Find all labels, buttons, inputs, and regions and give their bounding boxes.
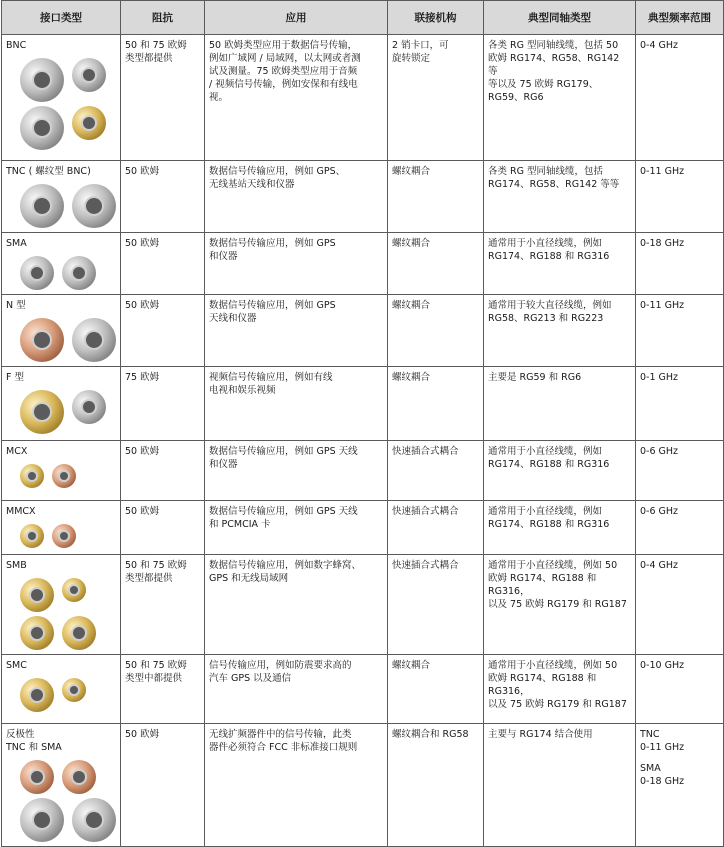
- table-row: [2, 501, 724, 555]
- application-cell: 数据信号传输应用，例如 GPS 和仪器: [205, 233, 388, 295]
- application-cell: 数据信号传输应用，例如 GPS、 无线基站天线和仪器: [205, 161, 388, 233]
- frequency-cell: 0-1 GHz: [636, 367, 724, 441]
- connector-images: [6, 464, 116, 488]
- impedance-cell: 50 欧姆: [121, 295, 205, 367]
- impedance-cell: 50 欧姆: [121, 441, 205, 501]
- connector-copper-icon: [20, 760, 54, 794]
- coax-cell: 通常用于较大直径线缆，例如 RG58、RG213 和 RG223: [484, 295, 636, 367]
- connector-silver-icon: [20, 256, 54, 290]
- application-cell: 信号传输应用，例如防震要求高的 汽车 GPS 以及通信: [205, 655, 388, 724]
- coax-cell: 通常用于小直径线缆，例如 RG174、RG188 和 RG316: [484, 501, 636, 555]
- connector-gold-icon: [20, 578, 54, 612]
- connector-images: [6, 678, 116, 712]
- mechanism-cell: 螺纹耦合: [388, 655, 484, 724]
- type-name: SMC: [6, 660, 27, 671]
- impedance-cell: 75 欧姆: [121, 367, 205, 441]
- connector-copper-icon: [52, 524, 76, 548]
- table-row: [2, 555, 724, 655]
- frequency-cell: 0-11 GHz: [636, 295, 724, 367]
- frequency-cell: 0-11 GHz: [636, 161, 724, 233]
- connector-silver-icon: [72, 798, 116, 842]
- type-name: MCX: [6, 446, 28, 457]
- connector-silver-icon: [72, 390, 106, 424]
- coax-cell: 通常用于小直径线缆，例如 50 欧姆 RG174、RG188 和 RG316， 以及 75 欧姆 RG179 和 RG187: [484, 555, 636, 655]
- connector-gold-icon: [20, 678, 54, 712]
- table-row: [2, 295, 724, 367]
- type-cell: [2, 35, 121, 161]
- header-row: [2, 1, 724, 35]
- connector-images: [6, 256, 116, 290]
- impedance-cell: 50 欧姆: [121, 233, 205, 295]
- header-frequency-range: 典型频率范围: [636, 1, 724, 35]
- frequency-cell: 0-6 GHz: [636, 441, 724, 501]
- application-cell: 视频信号传输应用，例如有线 电视和娱乐视频: [205, 367, 388, 441]
- mechanism-cell: 螺纹耦合和 RG58: [388, 724, 484, 847]
- connector-images: [6, 58, 116, 150]
- type-name: MMCX: [6, 506, 36, 517]
- connector-copper-icon: [52, 464, 76, 488]
- coax-cell: 主要与 RG174 结合使用: [484, 724, 636, 847]
- coax-cell: 通常用于小直径线缆，例如 RG174、RG188 和 RG316: [484, 233, 636, 295]
- table-row: [2, 161, 724, 233]
- impedance-cell: 50 欧姆: [121, 501, 205, 555]
- coax-cell: 通常用于小直径线缆，例如 RG174、RG188 和 RG316: [484, 441, 636, 501]
- type-cell: [2, 501, 121, 555]
- header-impedance: 阻抗: [121, 1, 205, 35]
- application-cell: 数据信号传输应用，例如 GPS 天线和仪器: [205, 295, 388, 367]
- type-name: N 型: [6, 300, 26, 311]
- impedance-cell: 50 和 75 欧姆 类型都提供: [121, 35, 205, 161]
- type-name: F 型: [6, 372, 24, 383]
- table-row: [2, 35, 724, 161]
- header-interface-type: 接口类型: [2, 1, 121, 35]
- frequency-cell: 0-10 GHz: [636, 655, 724, 724]
- connector-silver-icon: [72, 58, 106, 92]
- impedance-cell: 50 欧姆: [121, 724, 205, 847]
- connector-silver-icon: [72, 318, 116, 362]
- header-typical-coax: 典型同轴类型: [484, 1, 636, 35]
- frequency-cell: TNC 0-11 GHz SMA 0-18 GHz: [636, 724, 724, 847]
- connector-silver-icon: [20, 798, 64, 842]
- connector-images: [6, 524, 116, 548]
- mechanism-cell: 螺纹耦合: [388, 367, 484, 441]
- frequency-cell: 0-4 GHz: [636, 555, 724, 655]
- connector-gold-icon: [20, 616, 54, 650]
- connector-gold-icon: [20, 390, 64, 434]
- table-row: [2, 233, 724, 295]
- connector-gold-icon: [62, 678, 86, 702]
- connector-copper-icon: [20, 318, 64, 362]
- mechanism-cell: 螺纹耦合: [388, 295, 484, 367]
- type-name: 反极性 TNC 和 SMA: [6, 729, 62, 753]
- type-name: BNC: [6, 40, 27, 51]
- type-name: SMA: [6, 238, 27, 249]
- impedance-cell: 50 和 75 欧姆 类型都提供: [121, 555, 205, 655]
- connector-silver-icon: [62, 256, 96, 290]
- type-cell: [2, 655, 121, 724]
- table-row: [2, 724, 724, 847]
- connector-gold-icon: [62, 616, 96, 650]
- table-row: [2, 441, 724, 501]
- type-cell: [2, 724, 121, 847]
- connector-images: [6, 578, 116, 650]
- mechanism-cell: 螺纹耦合: [388, 233, 484, 295]
- frequency-cell: 0-18 GHz: [636, 233, 724, 295]
- table-row: [2, 367, 724, 441]
- mechanism-cell: 2 销卡口，可 旋转锁定: [388, 35, 484, 161]
- table-row: [2, 655, 724, 724]
- connector-table: [1, 0, 724, 847]
- frequency-cell: 0-6 GHz: [636, 501, 724, 555]
- type-cell: [2, 367, 121, 441]
- coax-cell: 主要是 RG59 和 RG6: [484, 367, 636, 441]
- application-cell: 数据信号传输应用，例如 GPS 天线 和 PCMCIA 卡: [205, 501, 388, 555]
- impedance-cell: 50 和 75 欧姆 类型中都提供: [121, 655, 205, 724]
- connector-silver-icon: [72, 184, 116, 228]
- application-cell: 数据信号传输应用，例如数字蜂窝、 GPS 和无线局域网: [205, 555, 388, 655]
- type-cell: [2, 233, 121, 295]
- frequency-cell: 0-4 GHz: [636, 35, 724, 161]
- type-name: SMB: [6, 560, 27, 571]
- connector-images: [6, 760, 116, 842]
- connector-gold-icon: [20, 464, 44, 488]
- impedance-cell: 50 欧姆: [121, 161, 205, 233]
- coax-cell: 各类 RG 型同轴线缆，包括 RG174、RG58、RG142 等等: [484, 161, 636, 233]
- header-coupling-mechanism: 联接机构: [388, 1, 484, 35]
- connector-gold-icon: [20, 524, 44, 548]
- mechanism-cell: 快速插合式耦合: [388, 501, 484, 555]
- mechanism-cell: 螺纹耦合: [388, 161, 484, 233]
- type-cell: [2, 295, 121, 367]
- coax-cell: 通常用于小直径线缆，例如 50 欧姆 RG174、RG188 和 RG316， 以及 75 欧姆 RG179 和 RG187: [484, 655, 636, 724]
- connector-silver-icon: [20, 184, 64, 228]
- application-cell: 无线扩频器件中的信号传输，此类 器件必须符合 FCC 非标准接口规则: [205, 724, 388, 847]
- connector-silver-icon: [20, 106, 64, 150]
- type-cell: [2, 161, 121, 233]
- connector-silver-icon: [20, 58, 64, 102]
- connector-gold-icon: [62, 578, 86, 602]
- application-cell: 数据信号传输应用，例如 GPS 天线 和仪器: [205, 441, 388, 501]
- type-name: TNC ( 螺纹型 BNC): [6, 166, 91, 177]
- connector-copper-icon: [62, 760, 96, 794]
- connector-gold-icon: [72, 106, 106, 140]
- type-cell: [2, 555, 121, 655]
- mechanism-cell: 快速插合式耦合: [388, 441, 484, 501]
- coax-cell: 各类 RG 型同轴线缆，包括 50 欧姆 RG174、RG58、RG142 等 等以及 75 欧姆 RG179、 RG59、RG6: [484, 35, 636, 161]
- application-cell: 50 欧姆类型应用于数据信号传输， 例如广域网 / 局域网，以太网或者测 试及测量。75 欧姆类型应用于音频 / 视频信号传输，例如安保和有线电 视。: [205, 35, 388, 161]
- header-application: 应用: [205, 1, 388, 35]
- type-cell: [2, 441, 121, 501]
- connector-images: [6, 184, 116, 228]
- mechanism-cell: 快速插合式耦合: [388, 555, 484, 655]
- connector-images: [6, 390, 116, 434]
- connector-images: [6, 318, 116, 362]
